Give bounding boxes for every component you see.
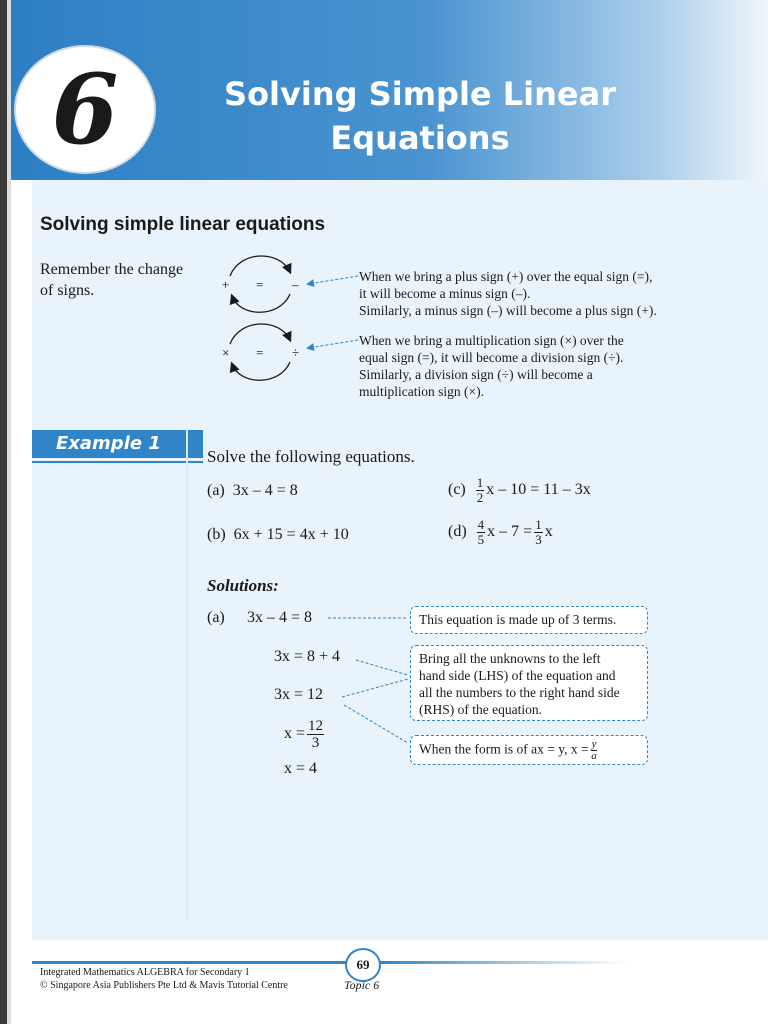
book-spine: [0, 0, 7, 1024]
part-a: (a) 3x – 4 = 8: [207, 482, 298, 499]
part-c: (c) $\frac{1}{2}$ x – 10 = 11 – 3x: [448, 475, 591, 505]
equals-sign-2: =: [256, 345, 264, 360]
section-title: Solving simple linear equations: [40, 214, 326, 235]
arc-bottom-2: [232, 362, 290, 380]
footer-publisher: © Singapore Asia Publishers Pte Ltd & Mavis Tutorial Centre: [40, 980, 288, 991]
example-underline: [32, 461, 203, 463]
remember-note: Remember the change of signs.: [40, 261, 184, 299]
step-3: 3x = 12: [274, 686, 324, 703]
footer-book-title: Integrated Mathematics ALGEBRA for Secondary 1: [40, 967, 250, 978]
footer-rule-left: [32, 961, 352, 964]
example-divider: [186, 430, 188, 920]
part-d: (d) $\frac{4}{5}$ x – 7 = $\frac{1}{3}$ x: [448, 517, 553, 547]
fraction-four-fifths: $\frac{4}{5}$: [477, 517, 485, 547]
step-4: x = $\frac{12}{3}$: [284, 718, 324, 751]
sign-change-diagram: [210, 248, 370, 398]
times-sign: ×: [222, 345, 230, 360]
pointer-arrow-1: [308, 276, 358, 284]
arc-top-1: [230, 256, 290, 276]
footer-topic: Topic 6: [344, 978, 380, 992]
chapter-number-badge: [14, 45, 156, 174]
chapter-title-line1: Solving Simple Linear: [224, 75, 616, 113]
note-plus-minus: When we bring a plus sign (+) over the equal sign (=), it will become a minus sign (–). Similarly, a minus sign (–) will become a plus sign (+).: [359, 269, 657, 318]
fraction-one-half: $\frac{1}{2}$: [476, 475, 484, 505]
example-label: Example 1: [56, 433, 161, 454]
fraction-one-third: $\frac{1}{3}$: [535, 517, 542, 547]
minus-sign: –: [292, 277, 299, 292]
fraction-twelve-thirds: $\frac{12}{3}$: [308, 718, 324, 751]
footer-rule-right: [378, 961, 628, 964]
chapter-number: 6: [51, 53, 119, 166]
example-instruction: Solve the following equations.: [207, 447, 415, 466]
solution-label-a: (a): [207, 609, 225, 626]
page-number: 69: [345, 948, 381, 982]
step-2: 3x = 8 + 4: [274, 648, 341, 665]
callout-form: When the form is of ax = y, x = $\frac{y}{a}$: [410, 735, 648, 765]
part-b: (b) 6x + 15 = 4x + 10: [207, 526, 349, 543]
note-multiply-divide: When we bring a multiplication sign (×) over the equal sign (=), it will become a division sign (÷). Similarly, a division sign (÷) will become a multiplication sign (×).: [359, 333, 624, 399]
chapter-title-line2: Equations: [330, 119, 510, 157]
plus-sign: +: [222, 277, 230, 292]
fraction-y-over-a: $\frac{y}{a}$: [591, 738, 597, 762]
callout-connectors: [320, 605, 420, 755]
pointer-arrow-2: [308, 340, 358, 348]
arc-bottom-1: [232, 294, 290, 312]
step-1: 3x – 4 = 8: [247, 609, 313, 626]
arc-top-2: [230, 324, 290, 344]
callout-lhs-rhs: Bring all the unknowns to the left hand side (LHS) of the equation and all the numbers to the right hand side (RHS) of the equation.: [410, 645, 648, 721]
equals-sign-1: =: [256, 277, 264, 292]
step-5: x = 4: [284, 760, 318, 777]
callout-terms: This equation is made up of 3 terms.: [410, 606, 648, 634]
chapter-title: [150, 72, 690, 160]
divide-sign: ÷: [292, 345, 300, 360]
solutions-heading: Solutions:: [207, 576, 279, 595]
